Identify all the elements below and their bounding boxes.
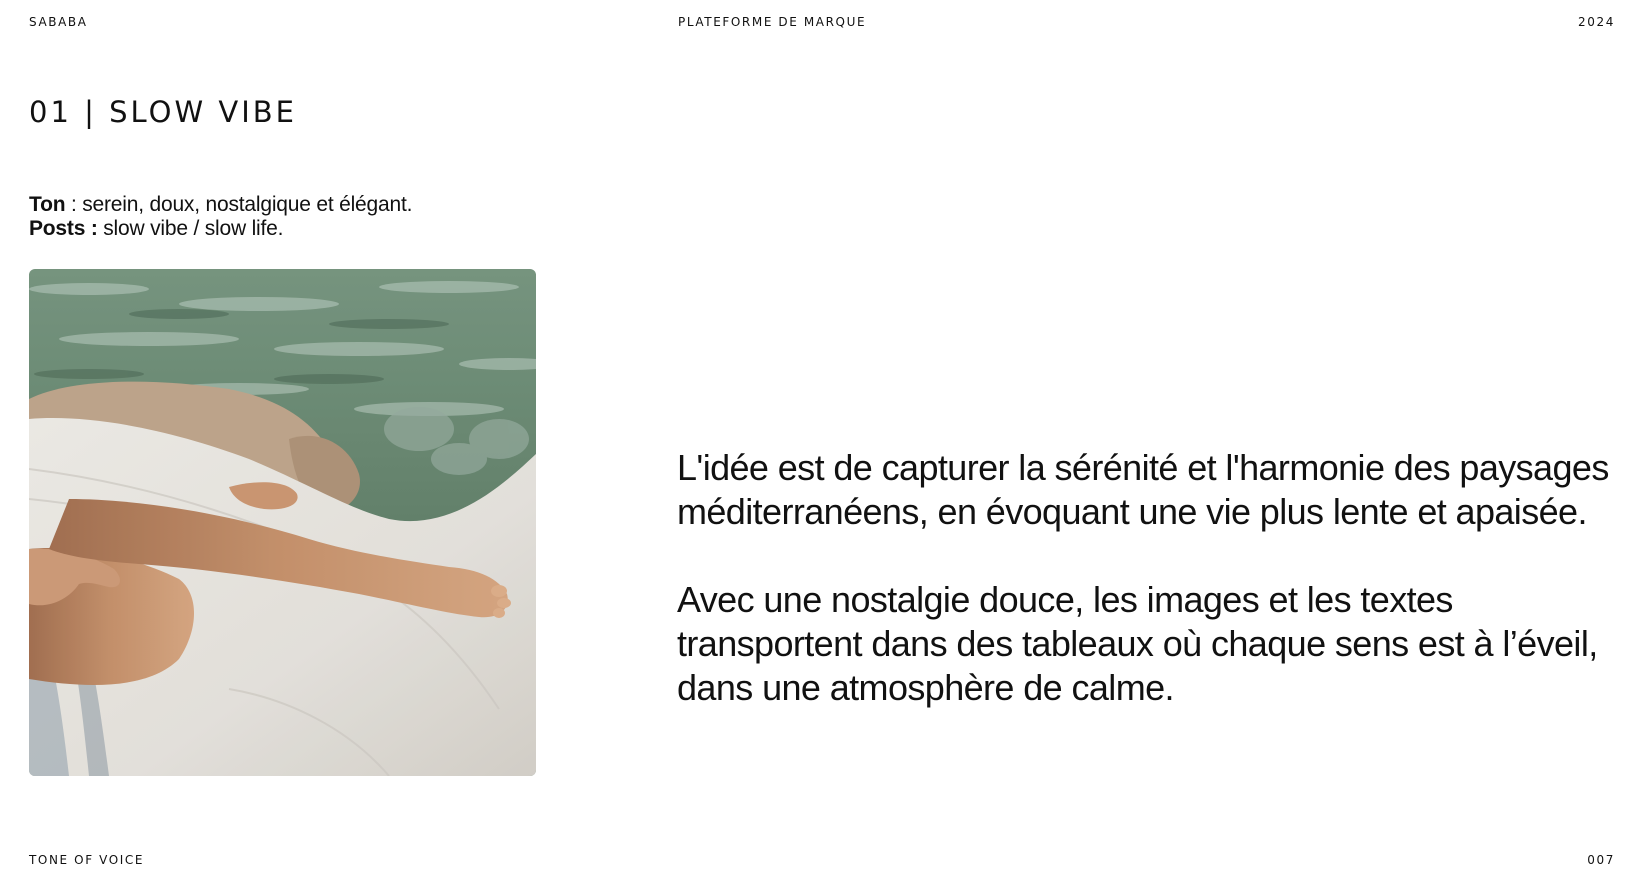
mood-photo xyxy=(29,269,536,776)
document-title: PLATEFORME DE MARQUE xyxy=(678,15,867,29)
tone-description xyxy=(677,446,1617,710)
posts-row xyxy=(29,217,412,241)
page-number: 007 xyxy=(1587,853,1615,867)
footer-section-label: TONE OF VOICE xyxy=(29,853,145,867)
description-paragraph-1: L'idée est de capturer la sérénité et l'harmonie des paysages méditerranéens, en évoquant une vie plus lente et apaisée. xyxy=(677,447,1609,532)
top-bar xyxy=(29,15,1615,31)
brand-name: SABABA xyxy=(29,15,88,29)
document-year: 2024 xyxy=(1578,15,1615,29)
tone-label: Ton xyxy=(29,193,66,216)
tone-meta xyxy=(29,193,412,241)
posts-label: Posts : xyxy=(29,217,98,240)
posts-value: slow vibe / slow life. xyxy=(97,217,284,240)
photo-beach-legs-icon xyxy=(29,269,536,776)
footer-bar xyxy=(29,853,1615,867)
description-paragraph-2: Avec une nostalgie douce, les images et les textes transportent dans des tableaux où chaque sens est à l’éveil, dans une atmosphère de calme. xyxy=(677,579,1598,708)
tone-value: : serein, doux, nostalgique et élégant. xyxy=(65,193,413,216)
tone-row xyxy=(29,193,412,217)
section-title: 01 | SLOW VIBE xyxy=(29,95,297,129)
